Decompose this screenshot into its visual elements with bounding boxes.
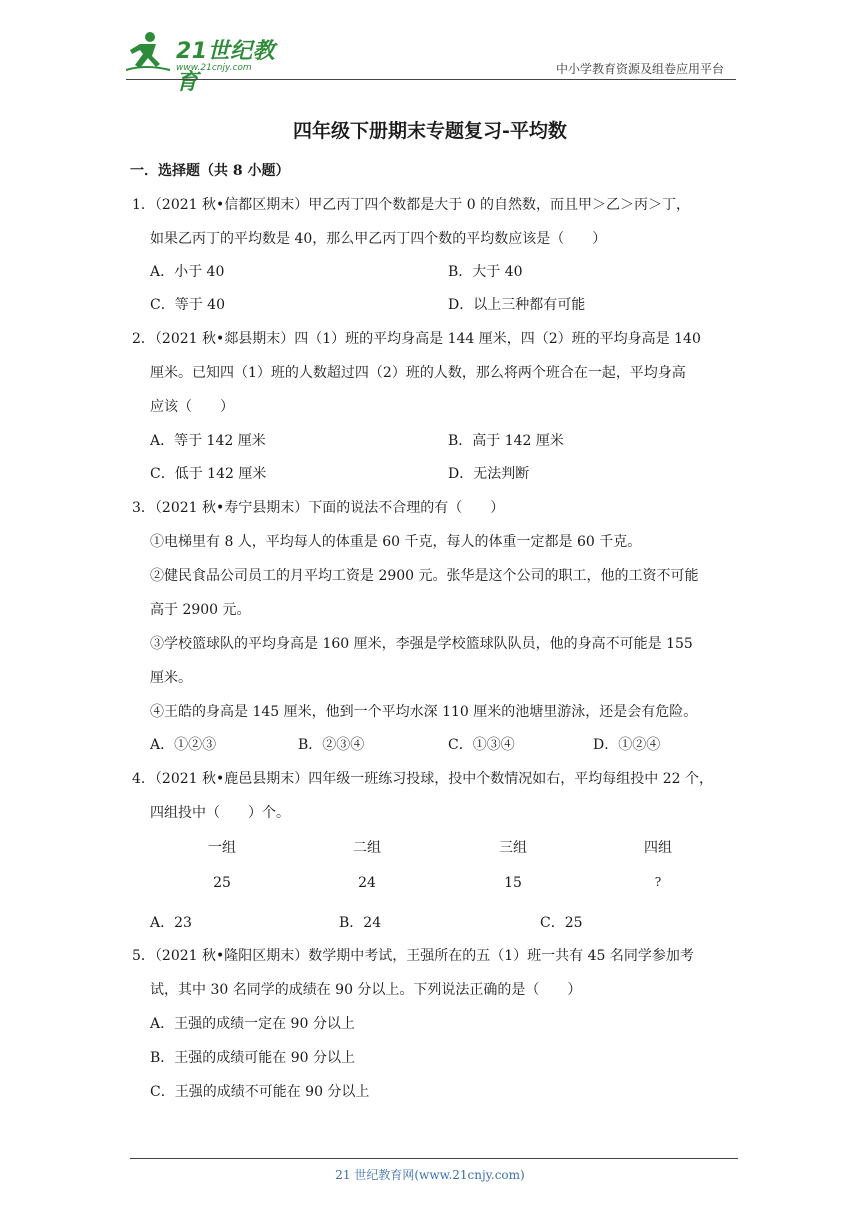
table-header: 一组 [208, 840, 236, 856]
q3-statement-2a: ②健民食品公司员工的月平均工资是 2900 元。张华是这个公司的职工，他的工资不可能 [150, 568, 699, 584]
section-heading: 一．选择题（共 8 小题） [130, 163, 290, 179]
table-cell: 25 [213, 875, 231, 891]
table-cell: 24 [358, 875, 376, 891]
q5-option-c[interactable]: C．王强的成绩不可能在 90 分以上 [150, 1084, 370, 1100]
q3-statement-1: ①电梯里有 8 人，平均每人的体重是 60 千克，每人的体重一定都是 60 千克。 [150, 534, 642, 550]
q1-option-c[interactable]: C．等于 40 [150, 297, 225, 313]
q3-statement-3a: ③学校篮球队的平均身高是 160 厘米，李强是学校篮球队队员，他的身高不可能是 155 [150, 636, 693, 652]
q1-option-d[interactable]: D．以上三种都有可能 [448, 297, 586, 313]
q2-stem-line2: 厘米。已知四（1）班的人数超过四（2）班的人数，那么将两个班合在一起，平均身高 [150, 365, 686, 381]
runner-icon [126, 30, 172, 74]
q4-option-b[interactable]: B．24 [339, 915, 382, 931]
table-header: 二组 [353, 840, 381, 856]
q4-option-c[interactable]: C．25 [540, 915, 583, 931]
logo-url: www.21cnjy.com [176, 63, 252, 73]
footer-divider [130, 1158, 738, 1159]
q2-option-c[interactable]: C．低于 142 厘米 [150, 466, 267, 482]
q2-option-d[interactable]: D．无法判断 [448, 466, 530, 482]
q3-stem: 3．（2021 秋•寿宁县期末）下面的说法不合理的有（ ） [132, 500, 505, 516]
q1-stem-line2: 如果乙丙丁的平均数是 40，那么甲乙丙丁四个数的平均数应该是（ ） [150, 231, 607, 247]
q3-option-c[interactable]: C．①③④ [448, 737, 515, 753]
table-cell: ? [654, 875, 662, 889]
q1-stem-line1: 1．（2021 秋•信都区期末）甲乙丙丁四个数都是大于 0 的自然数，而且甲＞乙＞丙＞丁， [132, 197, 691, 213]
page-header [0, 0, 860, 95]
footer-link[interactable]: 21 世纪教育网(www.21cnjy.com) [335, 1168, 525, 1182]
q5-option-b[interactable]: B．王强的成绩可能在 90 分以上 [150, 1050, 356, 1066]
page-title: 四年级下册期末专题复习-平均数 [293, 120, 567, 142]
header-divider [126, 79, 736, 80]
q1-option-b[interactable]: B．大于 40 [448, 264, 523, 280]
q3-option-b[interactable]: B．②③④ [298, 737, 365, 753]
q3-statement-2b: 高于 2900 元。 [150, 602, 251, 618]
q5-stem-line2: 试，其中 30 名同学的成绩在 90 分以上。下列说法正确的是（ ） [150, 982, 582, 998]
site-logo[interactable] [126, 30, 296, 95]
table-header: 三组 [499, 840, 527, 856]
q2-option-a[interactable]: A．等于 142 厘米 [150, 433, 266, 449]
q4-option-a[interactable]: A．23 [150, 915, 192, 931]
table-header: 四组 [644, 840, 672, 856]
q2-stem-line1: 2．（2021 秋•郯县期末）四（1）班的平均身高是 144 厘米，四（2）班的平均身高是 140 [132, 331, 701, 347]
platform-name: 中小学教育资源及组卷应用平台 [555, 62, 724, 76]
q4-stem-line1: 4．（2021 秋•鹿邑县期末）四年级一班练习投球，投中个数情况如右，平均每组投中 22 个， [132, 771, 713, 787]
q2-stem-line3: 应该（ ） [150, 399, 234, 415]
q1-option-a[interactable]: A．小于 40 [150, 264, 225, 280]
q3-option-a[interactable]: A．①②③ [150, 737, 217, 753]
table-cell: 15 [504, 875, 522, 891]
q3-statement-4: ④王皓的身高是 145 厘米，他到一个平均水深 110 厘米的池塘里游泳，还是会有危险。 [150, 704, 698, 720]
q2-option-b[interactable]: B．高于 142 厘米 [448, 433, 564, 449]
logo-text: 21世纪教育 [176, 39, 276, 95]
q3-statement-3b: 厘米。 [150, 670, 192, 686]
q3-option-d[interactable]: D．①②④ [593, 737, 661, 753]
q5-stem-line1: 5．（2021 秋•隆阳区期末）数学期中考试，王强所在的五（1）班一共有 45 名同学参加考 [132, 948, 694, 964]
q4-stem-line2: 四组投中（ ）个。 [150, 805, 290, 821]
q5-option-a[interactable]: A．王强的成绩一定在 90 分以上 [150, 1016, 355, 1032]
